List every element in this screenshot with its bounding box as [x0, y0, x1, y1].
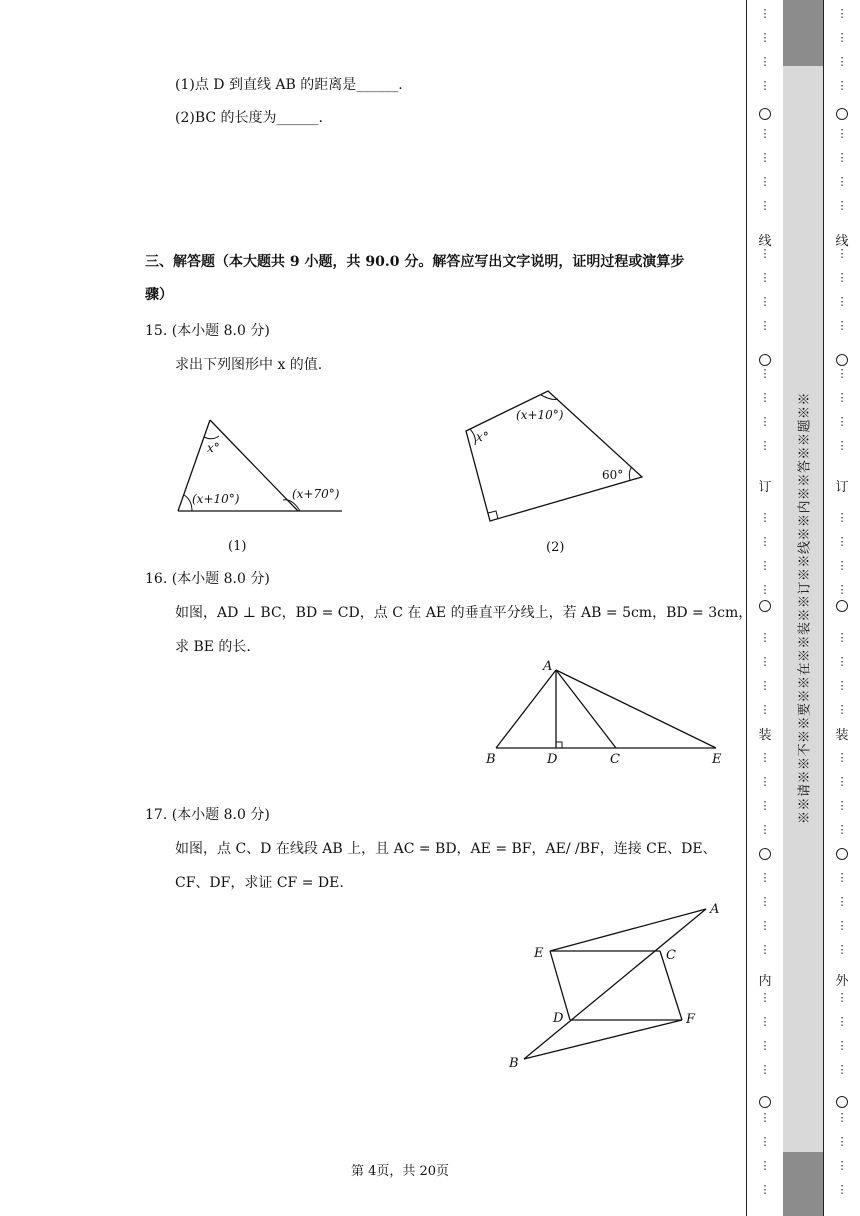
binding-dots: ⋮: [836, 295, 848, 308]
binding-dots: ⋮: [759, 31, 771, 44]
binding-dots: ⋮: [759, 583, 771, 596]
binding-notice-text: ※※请※※不※※要※※在※※装※※订※※线※※内※※答※※题※※: [797, 391, 813, 825]
binding-dots: ⋮: [836, 31, 848, 44]
binding-dots: ⋮: [836, 247, 848, 260]
outer-xian: 线: [835, 234, 849, 249]
binding-dots: ⋮: [759, 799, 771, 812]
outer-zhuang: 装: [835, 728, 849, 743]
binding-dots: ⋮: [759, 919, 771, 932]
binding-dots: ⋮: [759, 175, 771, 188]
binding-dots: ⋮: [836, 415, 848, 428]
binding-dots: ⋮: [759, 871, 771, 884]
question-1-distance: (1)点 D 到直线 AB 的距离是______.: [175, 77, 403, 93]
binding-dots: ⋮: [759, 295, 771, 308]
q16-label-c: C: [610, 752, 620, 767]
binding-hole: [836, 848, 848, 860]
binding-dots: ⋮: [836, 55, 848, 68]
fig2-x10-label: (x+10°): [516, 408, 564, 422]
binding-strip-inner: [746, 0, 784, 1216]
binding-dots: ⋮: [836, 1183, 848, 1196]
binding-dots: ⋮: [759, 511, 771, 524]
binding-dots: ⋮: [836, 991, 848, 1004]
binding-dots: ⋮: [836, 319, 848, 332]
binding-dots: ⋮: [836, 127, 848, 140]
q15-figure-1-triangle: [170, 410, 360, 560]
q17-label-d: D: [553, 1011, 564, 1026]
binding-dots: ⋮: [836, 655, 848, 668]
binding-dots: ⋮: [759, 1063, 771, 1076]
q16-figure: [480, 656, 730, 770]
binding-dots: ⋮: [836, 919, 848, 932]
binding-strip-outer: [823, 0, 860, 1216]
q17-label-e: E: [534, 946, 544, 961]
notice-band-top-block: [783, 0, 823, 66]
binding-dots: ⋮: [836, 1063, 848, 1076]
binding-dots: ⋮: [759, 151, 771, 164]
binding-hole: [759, 600, 771, 612]
binding-dots: ⋮: [836, 1135, 848, 1148]
binding-dots: ⋮: [759, 7, 771, 20]
fig1-x10-label: (x+10°): [192, 492, 240, 506]
binding-dots: ⋮: [759, 199, 771, 212]
q17-figure: [500, 895, 730, 1075]
q16-label-a: A: [543, 659, 553, 674]
binding-hole: [759, 108, 771, 120]
notice-band-bottom-block: [783, 1152, 823, 1216]
binding-dots: ⋮: [759, 751, 771, 764]
binding-dots: ⋮: [759, 247, 771, 260]
q17-label-c: C: [666, 948, 676, 963]
binding-dots: ⋮: [836, 535, 848, 548]
q16-label-d: D: [547, 752, 558, 767]
fig1-x70-label: (x+70°): [292, 487, 340, 501]
binding-dots: ⋮: [759, 55, 771, 68]
binding-notice-band: [783, 0, 823, 1216]
binding-dots: ⋮: [836, 775, 848, 788]
binding-hole: [836, 354, 848, 366]
binding-dots: ⋮: [836, 271, 848, 284]
binding-dots: ⋮: [759, 631, 771, 644]
binding-dots: ⋮: [759, 1039, 771, 1052]
binding-dots: ⋮: [759, 367, 771, 380]
binding-dots: ⋮: [759, 271, 771, 284]
page-footer: 第 4页，共 20页: [350, 1164, 450, 1179]
binding-dots: ⋮: [759, 943, 771, 956]
fig1-caption: (1): [228, 539, 247, 554]
binding-dots: ⋮: [759, 823, 771, 836]
binding-dots: ⋮: [836, 799, 848, 812]
binding-dots: ⋮: [836, 679, 848, 692]
binding-dots: ⋮: [836, 175, 848, 188]
binding-dots: ⋮: [759, 127, 771, 140]
binding-dots: ⋮: [836, 751, 848, 764]
q17-label-f: F: [686, 1012, 696, 1027]
binding-dots: ⋮: [836, 703, 848, 716]
binding-dots: ⋮: [759, 391, 771, 404]
q16-body-line2: 求 BE 的长.: [175, 639, 251, 655]
binding-dots: ⋮: [836, 823, 848, 836]
binding-dots: ⋮: [759, 775, 771, 788]
binding-dots: ⋮: [759, 79, 771, 92]
binding-dots: ⋮: [759, 1183, 771, 1196]
binding-hole: [836, 108, 848, 120]
q17-body-line2: CF、DF，求证 CF = DE.: [175, 875, 344, 891]
binding-dots: ⋮: [759, 1111, 771, 1124]
q16-header: 16. (本小题 8.0 分): [145, 571, 270, 587]
binding-dots: ⋮: [836, 199, 848, 212]
binding-dots: ⋮: [836, 583, 848, 596]
q17-body-line1: 如图，点 C、D 在线段 AB 上，且 AC = BD，AE = BF，AE/ /BF，连接 CE、DE、: [175, 841, 717, 857]
binding-dots: ⋮: [836, 367, 848, 380]
q16-label-b: B: [486, 752, 496, 767]
binding-dots: ⋮: [836, 895, 848, 908]
fig2-60-label: 60°: [602, 468, 624, 482]
binding-dots: ⋮: [836, 1111, 848, 1124]
binding-dots: ⋮: [836, 871, 848, 884]
q15-figure-2-quadrilateral: [460, 385, 650, 560]
q17-label-a: A: [710, 902, 720, 917]
inner-nei: 内: [758, 974, 772, 989]
inner-xian: 线: [758, 234, 772, 249]
binding-dots: ⋮: [836, 391, 848, 404]
binding-dots: ⋮: [759, 1015, 771, 1028]
binding-dots: ⋮: [759, 1135, 771, 1148]
binding-dots: ⋮: [836, 1159, 848, 1172]
binding-dots: ⋮: [759, 1159, 771, 1172]
binding-dots: ⋮: [759, 535, 771, 548]
binding-dots: ⋮: [836, 511, 848, 524]
question-2-bc-length: (2)BC 的长度为______.: [175, 110, 323, 126]
binding-dots: ⋮: [759, 895, 771, 908]
fig2-x-label: x°: [476, 430, 489, 444]
binding-dots: ⋮: [836, 943, 848, 956]
binding-dots: ⋮: [836, 559, 848, 572]
binding-hole: [836, 1096, 848, 1108]
fig2-caption: (2): [546, 540, 565, 555]
q16-body-line1: 如图，AD ⊥ BC，BD = CD，点 C 在 AE 的垂直平分线上，若 AB = 5cm，BD = 3cm，: [175, 605, 753, 621]
binding-dots: ⋮: [759, 679, 771, 692]
binding-dots: ⋮: [836, 151, 848, 164]
binding-dots: ⋮: [759, 703, 771, 716]
inner-ding: 订: [758, 480, 772, 495]
section-3-title-cont: 骤）: [145, 287, 173, 303]
q15-header: 15. (本小题 8.0 分): [145, 323, 270, 339]
binding-dots: ⋮: [836, 1015, 848, 1028]
binding-dots: ⋮: [836, 1039, 848, 1052]
binding-hole: [836, 600, 848, 612]
outer-ding: 订: [835, 480, 849, 495]
binding-dots: ⋮: [836, 79, 848, 92]
binding-dots: ⋮: [836, 631, 848, 644]
q17-label-b: B: [509, 1056, 519, 1071]
binding-hole: [759, 354, 771, 366]
section-3-title: 三、解答题（本大题共 9 小题，共 90.0 分。解答应写出文字说明，证明过程或演算步: [145, 254, 685, 270]
q15-body: 求出下列图形中 x 的值.: [175, 357, 323, 373]
outer-wai: 外: [835, 974, 849, 989]
binding-dots: ⋮: [759, 319, 771, 332]
binding-hole: [759, 1096, 771, 1108]
q16-label-e: E: [712, 752, 722, 767]
binding-dots: ⋮: [759, 991, 771, 1004]
binding-dots: ⋮: [759, 439, 771, 452]
q17-header: 17. (本小题 8.0 分): [145, 807, 270, 823]
binding-dots: ⋮: [759, 559, 771, 572]
binding-dots: ⋮: [759, 415, 771, 428]
inner-zhuang: 装: [758, 728, 772, 743]
binding-hole: [759, 848, 771, 860]
binding-dots: ⋮: [836, 7, 848, 20]
binding-dots: ⋮: [759, 655, 771, 668]
binding-dots: ⋮: [836, 439, 848, 452]
fig1-x-label: x°: [207, 441, 220, 455]
